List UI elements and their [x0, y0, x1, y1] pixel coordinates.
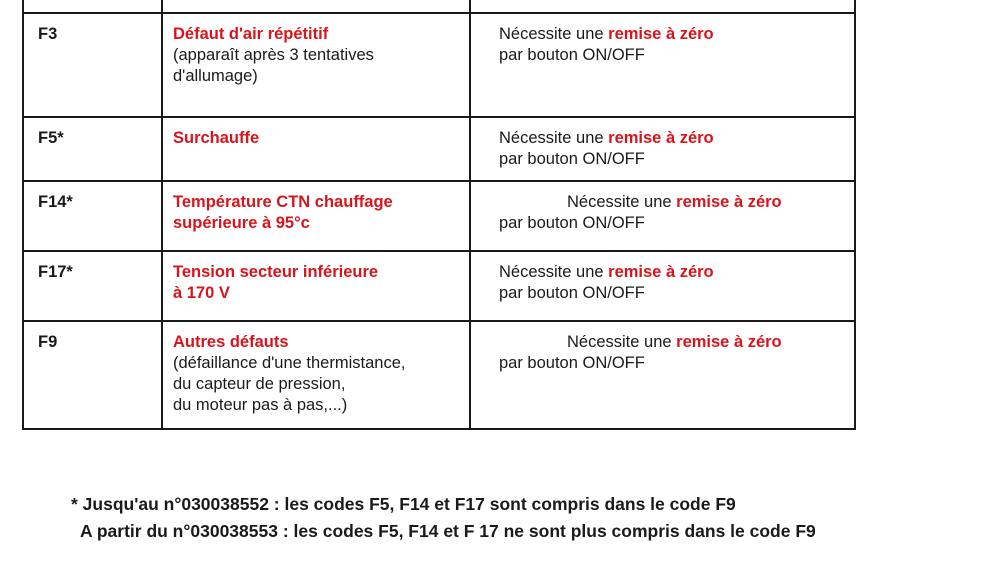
fault-title: Tension secteur inférieure à 170 V	[173, 263, 379, 302]
fault-description	[162, 13, 470, 117]
table-body	[23, 13, 855, 429]
action-line	[499, 332, 854, 353]
fault-code: F17*	[23, 251, 162, 321]
action-highlight: remise à zéro	[608, 129, 714, 147]
action-highlight: remise à zéro	[608, 25, 714, 43]
fault-code: F14*	[23, 181, 162, 251]
action-prefix: Nécessite une	[499, 129, 609, 147]
action-prefix: Nécessite une	[499, 263, 609, 281]
table-header-stub	[23, 0, 855, 13]
action-highlight: remise à zéro	[608, 263, 714, 281]
action-line	[499, 192, 854, 213]
footnote	[71, 491, 816, 545]
required-action	[470, 13, 855, 117]
fault-details: (apparaît après 3 tentatives d'allumage)	[173, 46, 374, 85]
action-line	[499, 128, 854, 149]
required-action	[470, 181, 855, 251]
table-row	[23, 181, 855, 251]
action-line	[499, 262, 854, 283]
table-row	[23, 321, 855, 429]
table-row	[23, 13, 855, 117]
action-highlight: remise à zéro	[676, 193, 782, 211]
fault-description	[162, 321, 470, 429]
action-suffix: par bouton ON/OFF	[499, 46, 645, 64]
fault-title: Température CTN chauffage supérieure à 95°c	[173, 193, 393, 232]
footnote-line-1: * Jusqu'au n°030038552 : les codes F5, F14 et F17 sont compris dans le code F9	[71, 494, 736, 514]
action-suffix: par bouton ON/OFF	[499, 150, 645, 168]
fault-title: Surchauffe	[173, 129, 260, 147]
action-prefix: Nécessite une	[567, 333, 677, 351]
action-highlight: remise à zéro	[676, 333, 782, 351]
fault-title: Autres défauts	[173, 333, 289, 351]
action-line	[499, 24, 854, 45]
action-suffix: par bouton ON/OFF	[499, 354, 645, 372]
required-action	[470, 117, 855, 181]
action-suffix: par bouton ON/OFF	[499, 214, 645, 232]
action-prefix: Nécessite une	[567, 193, 677, 211]
fault-code: F9	[23, 321, 162, 429]
fault-code: F5*	[23, 117, 162, 181]
fault-description	[162, 117, 470, 181]
action-prefix: Nécessite une	[499, 25, 609, 43]
fault-code-table	[22, 0, 856, 430]
fault-description	[162, 251, 470, 321]
table-row	[23, 117, 855, 181]
action-suffix: par bouton ON/OFF	[499, 284, 645, 302]
fault-details: (défaillance d'une thermistance, du capteur de pression, du moteur pas à pas,...)	[173, 354, 406, 414]
fault-description	[162, 181, 470, 251]
fault-code: F3	[23, 13, 162, 117]
required-action	[470, 321, 855, 429]
required-action	[470, 251, 855, 321]
fault-title: Défaut d'air répétitif	[173, 25, 329, 43]
footnote-line-2: A partir du n°030038553 : les codes F5, F14 et F 17 ne sont plus compris dans le code F9	[80, 521, 816, 541]
table-row	[23, 251, 855, 321]
